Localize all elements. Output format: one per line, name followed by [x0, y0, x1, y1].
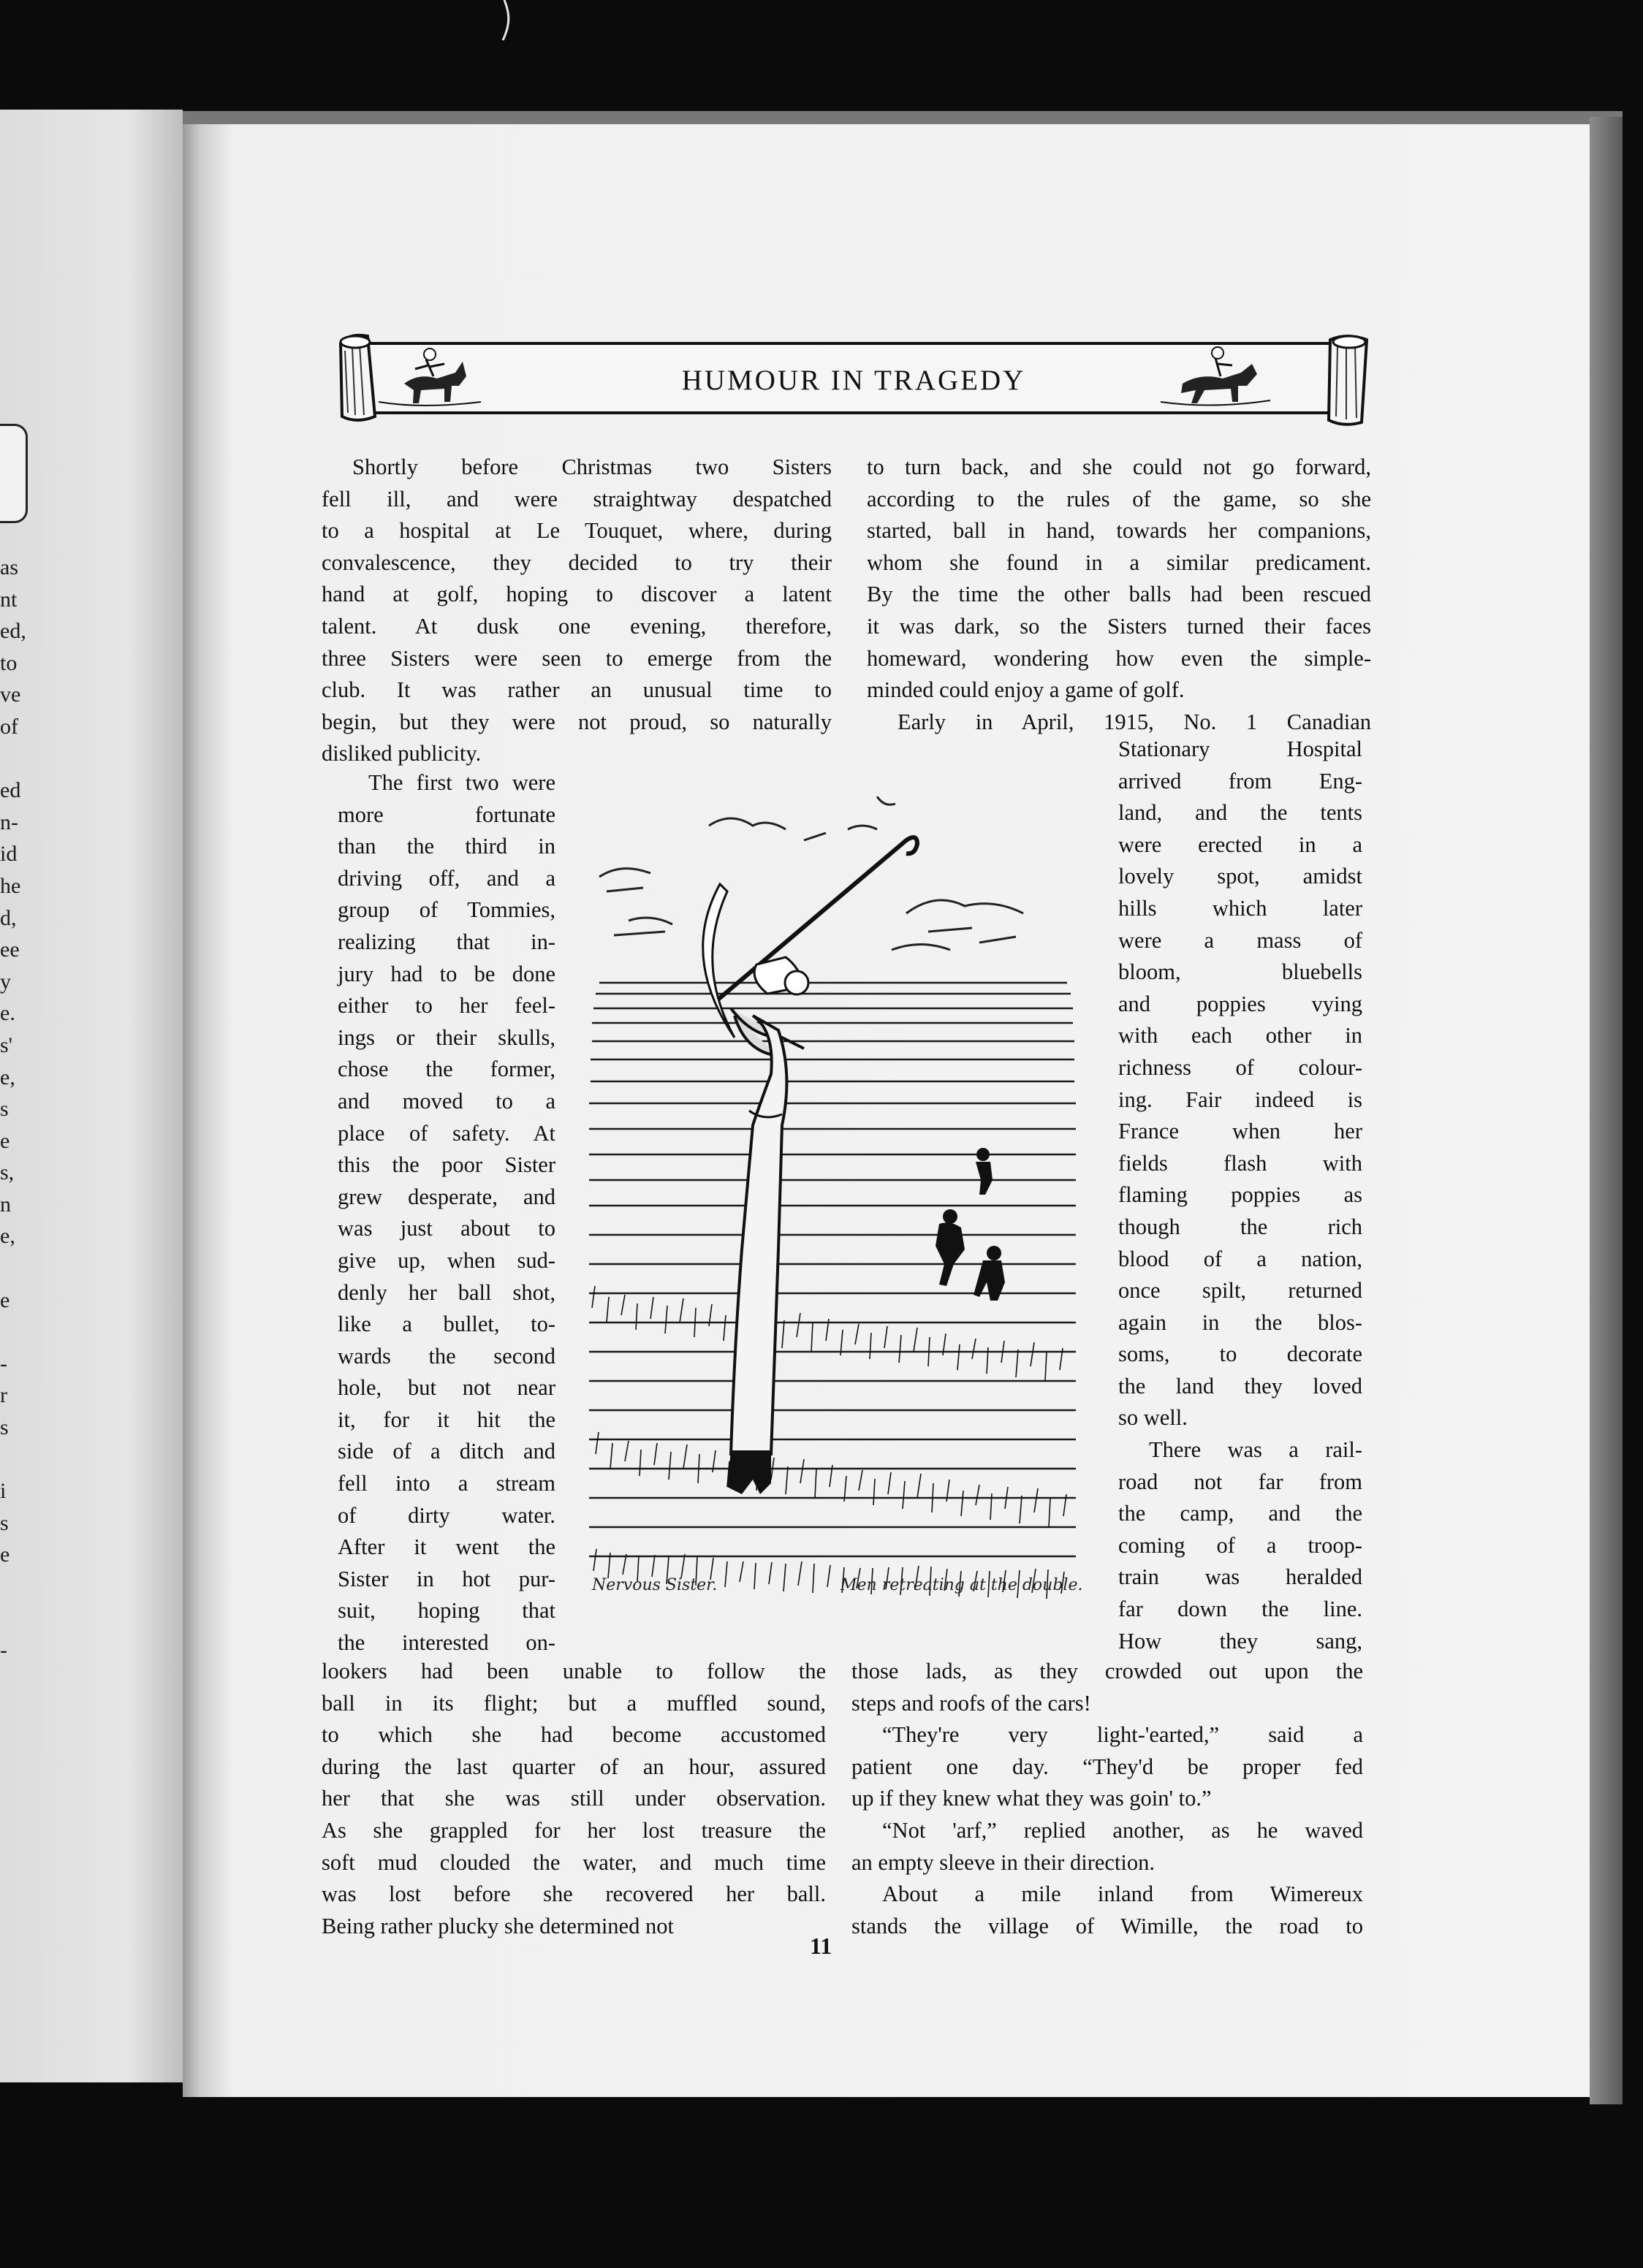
text-line: more fortunate: [338, 802, 555, 827]
text-line: denly her ball shot,: [338, 1279, 555, 1305]
text-line: place of safety. At: [338, 1120, 555, 1146]
text-line: hand at golf, hoping to discover a latent: [322, 582, 832, 607]
text-line: driving off, and a: [338, 865, 555, 891]
text-line: convalescence, they decided to try their: [322, 549, 832, 575]
page-top-edge: [183, 111, 1623, 126]
text-line: of dirty water.: [338, 1502, 555, 1528]
text-line: blood of a nation,: [1118, 1246, 1362, 1271]
fragment-line: e,: [0, 1224, 15, 1249]
text-line: this the poor Sister: [338, 1152, 555, 1178]
text-line: talent. At dusk one evening, therefore,: [322, 613, 832, 639]
text-line: like a bullet, to-: [338, 1312, 555, 1337]
fragment-line: [0, 743, 44, 775]
fragment-line: as: [0, 555, 18, 579]
text-line: the land they loved: [1118, 1373, 1362, 1399]
text-line: it was dark, so the Sisters turned their faces: [867, 613, 1371, 639]
text-line: lookers had been unable to follow the: [322, 1659, 826, 1683]
fragment-line: to: [0, 650, 18, 675]
running-soldiers-icon: [936, 1148, 1005, 1301]
text-line: to turn back, and she could not go forward,: [867, 454, 1371, 479]
text-line: ing. Fair indeed is: [1118, 1087, 1362, 1112]
text-line: suit, hoping that: [338, 1598, 555, 1624]
text-line: though the rich: [1118, 1214, 1362, 1239]
text-line: soms, to decorate: [1118, 1342, 1362, 1367]
chapter-banner: [335, 329, 1373, 431]
text-line: fell ill, and were straightway despatched: [322, 486, 832, 511]
text-line: Sister in hot pur-: [338, 1566, 555, 1591]
text-line: far down the line.: [1118, 1597, 1362, 1622]
text-line: “Not 'arf,” replied another, as he waved: [882, 1817, 1363, 1843]
text-line: give up, when sud-: [338, 1247, 555, 1273]
text-line: hole, but not near: [338, 1375, 555, 1401]
text-line: group of Tommies,: [338, 897, 555, 923]
text-line: soft mud clouded the water, and much time: [322, 1849, 826, 1875]
left-column-narrow-text: [338, 767, 555, 1659]
text-line: ings or their skulls,: [338, 1024, 555, 1050]
text-line: bloom, bluebells: [1118, 959, 1362, 985]
text-line: road not far from: [1118, 1469, 1362, 1494]
text-line: As she grappled for her lost treasure the: [322, 1817, 826, 1843]
text-line: coming of a troop-: [1118, 1532, 1362, 1558]
text-line: “They're very light-'earted,” said a: [882, 1722, 1363, 1748]
fragment-line: s: [0, 1097, 9, 1122]
fragment-line: [0, 1571, 44, 1603]
text-line: Early in April, 1915, No. 1 Canadian: [898, 709, 1371, 734]
fragment-line: nt: [0, 587, 18, 612]
fragment-line: e: [0, 1128, 10, 1153]
previous-page-text-fragments: [0, 552, 44, 1667]
text-line: side of a ditch and: [338, 1439, 555, 1464]
fragment-line: e: [0, 1542, 10, 1567]
text-line: patient one day. “They'd be proper fed: [851, 1754, 1363, 1779]
text-line: again in the blos-: [1118, 1309, 1362, 1335]
fragment-line: -: [0, 1351, 7, 1376]
fragment-line: s,: [0, 1160, 15, 1185]
text-line: whom she found in a similar predicament.: [867, 549, 1371, 575]
text-line: fell into a stream: [338, 1471, 555, 1496]
fragment-line: s: [0, 1415, 9, 1440]
text-line: France when her: [1118, 1119, 1362, 1144]
fragment-line: ee: [0, 937, 20, 962]
text-line: the interested on-: [338, 1630, 555, 1656]
text-line: her that she was still under observation.: [322, 1786, 826, 1811]
fragment-line: n-: [0, 810, 18, 834]
text-line: were erected in a: [1118, 832, 1362, 857]
text-line: Stationary Hospital: [1118, 737, 1362, 761]
fragment-line: [0, 1252, 44, 1285]
previous-page: [0, 110, 183, 2082]
text-line: it, for it hit the: [338, 1407, 555, 1432]
text-line: After it went the: [338, 1534, 555, 1560]
text-line: club. It was rather an unusual time to: [322, 677, 832, 703]
text-line: was lost before she recovered her ball.: [322, 1881, 826, 1907]
fragment-line: ve: [0, 682, 21, 707]
left-column-bottom-text: [322, 1656, 826, 1942]
text-line: train was heralded: [1118, 1564, 1362, 1590]
text-line: Shortly before Christmas two Sisters: [352, 454, 832, 479]
right-column-top-text: [867, 452, 1371, 738]
fragment-line: [0, 1603, 44, 1635]
text-line: and moved to a: [338, 1088, 555, 1114]
fragment-line: r: [0, 1383, 7, 1408]
text-line: according to the rules of the game, so she: [867, 486, 1371, 511]
text-line: to which she had become accustomed: [322, 1722, 826, 1748]
text-line: stands the village of Wimille, the road to: [851, 1913, 1363, 1938]
text-line: begin, but they were not proud, so naturally: [322, 709, 832, 734]
text-line: once spilt, returned: [1118, 1278, 1362, 1304]
text-line: richness of colour-: [1118, 1054, 1362, 1080]
text-line: ball in its flight; but a muffled sound,: [322, 1690, 826, 1716]
golfing-sister-illustration: [585, 796, 1082, 1600]
text-line: There was a rail-: [1149, 1437, 1362, 1463]
text-line: lovely spot, amidst: [1118, 864, 1362, 889]
text-line: an empty sleeve in their direction.: [851, 1849, 1155, 1875]
text-line: so well.: [1118, 1405, 1188, 1431]
page-right-edge: [1590, 117, 1623, 2104]
text-line: hills which later: [1118, 895, 1362, 921]
text-line: the camp, and the: [1118, 1501, 1362, 1526]
fragment-line: i: [0, 1479, 7, 1504]
fragment-line: s: [0, 1510, 9, 1535]
text-line: started, ball in hand, towards her companions,: [867, 518, 1371, 544]
golfer-sketch-icon: [585, 796, 1082, 1600]
fragment-line: d,: [0, 905, 17, 930]
text-line: land, and the tents: [1118, 800, 1362, 826]
text-line: than the third in: [338, 834, 555, 859]
fragment-line: [0, 1316, 44, 1348]
illustration-caption-left: Nervous Sister.: [592, 1576, 718, 1594]
text-line: The first two were: [368, 770, 555, 795]
text-line: and poppies vying: [1118, 991, 1362, 1016]
text-line: to a hospital at Le Touquet, where, during: [322, 518, 832, 544]
text-line: were a mass of: [1118, 927, 1362, 953]
fragment-line: ed: [0, 778, 21, 803]
text-line: three Sisters were seen to emerge from the: [322, 645, 832, 671]
text-line: flaming poppies as: [1118, 1182, 1362, 1208]
text-line: fields flash with: [1118, 1150, 1362, 1176]
right-column-bottom-text: [851, 1656, 1363, 1942]
fragment-line: -: [0, 1638, 7, 1663]
fragment-line: y: [0, 969, 11, 994]
text-line: either to her feel-: [338, 993, 555, 1019]
text-line: those lads, as they crowded out upon the: [851, 1659, 1363, 1683]
text-line: jury had to be done: [338, 961, 555, 986]
text-line: homeward, wondering how even the simple-: [867, 645, 1371, 671]
fragment-line: he: [0, 873, 21, 898]
text-line: up if they knew what they was goin' to.”: [851, 1786, 1212, 1811]
fragment-line: of: [0, 714, 18, 739]
fragment-line: e,: [0, 1065, 15, 1089]
fragment-line: id: [0, 842, 18, 867]
text-line: arrived from Eng-: [1118, 768, 1362, 794]
text-line: with each other in: [1118, 1023, 1362, 1049]
text-line: wards the second: [338, 1343, 555, 1369]
text-line: How they sang,: [1118, 1628, 1362, 1654]
page-number: 11: [810, 1933, 832, 1959]
text-line: minded could enjoy a game of golf.: [867, 677, 1185, 703]
text-line: grew desperate, and: [338, 1184, 555, 1209]
previous-page-banner-scroll: [0, 424, 28, 523]
right-column-narrow-text: [1118, 734, 1362, 1657]
ribbon-bookmark-icon: [490, 0, 519, 44]
fragment-line: e.: [0, 1001, 15, 1026]
fragment-line: e: [0, 1287, 10, 1312]
text-line: Being rather plucky she determined not: [322, 1913, 674, 1938]
text-line: during the last quarter of an hour, assured: [322, 1754, 826, 1779]
fragment-line: [0, 1444, 44, 1476]
text-line: realizing that in-: [338, 929, 555, 954]
text-line: steps and roofs of the cars!: [851, 1690, 1091, 1716]
fragment-line: ed,: [0, 619, 26, 644]
left-column-top-text: [322, 452, 832, 770]
text-line: By the time the other balls had been rescued: [867, 582, 1371, 607]
text-line: About a mile inland from Wimereux: [882, 1881, 1363, 1907]
illustration-caption-right: Men retreating at the double.: [841, 1576, 1083, 1594]
fragment-line: s': [0, 1032, 13, 1057]
text-line: disliked publicity.: [322, 741, 482, 766]
chapter-title: HUMOUR IN TRAGEDY: [681, 365, 1026, 396]
text-line: chose the former,: [338, 1057, 555, 1082]
text-line: was just about to: [338, 1216, 555, 1241]
fragment-line: n: [0, 1192, 11, 1217]
